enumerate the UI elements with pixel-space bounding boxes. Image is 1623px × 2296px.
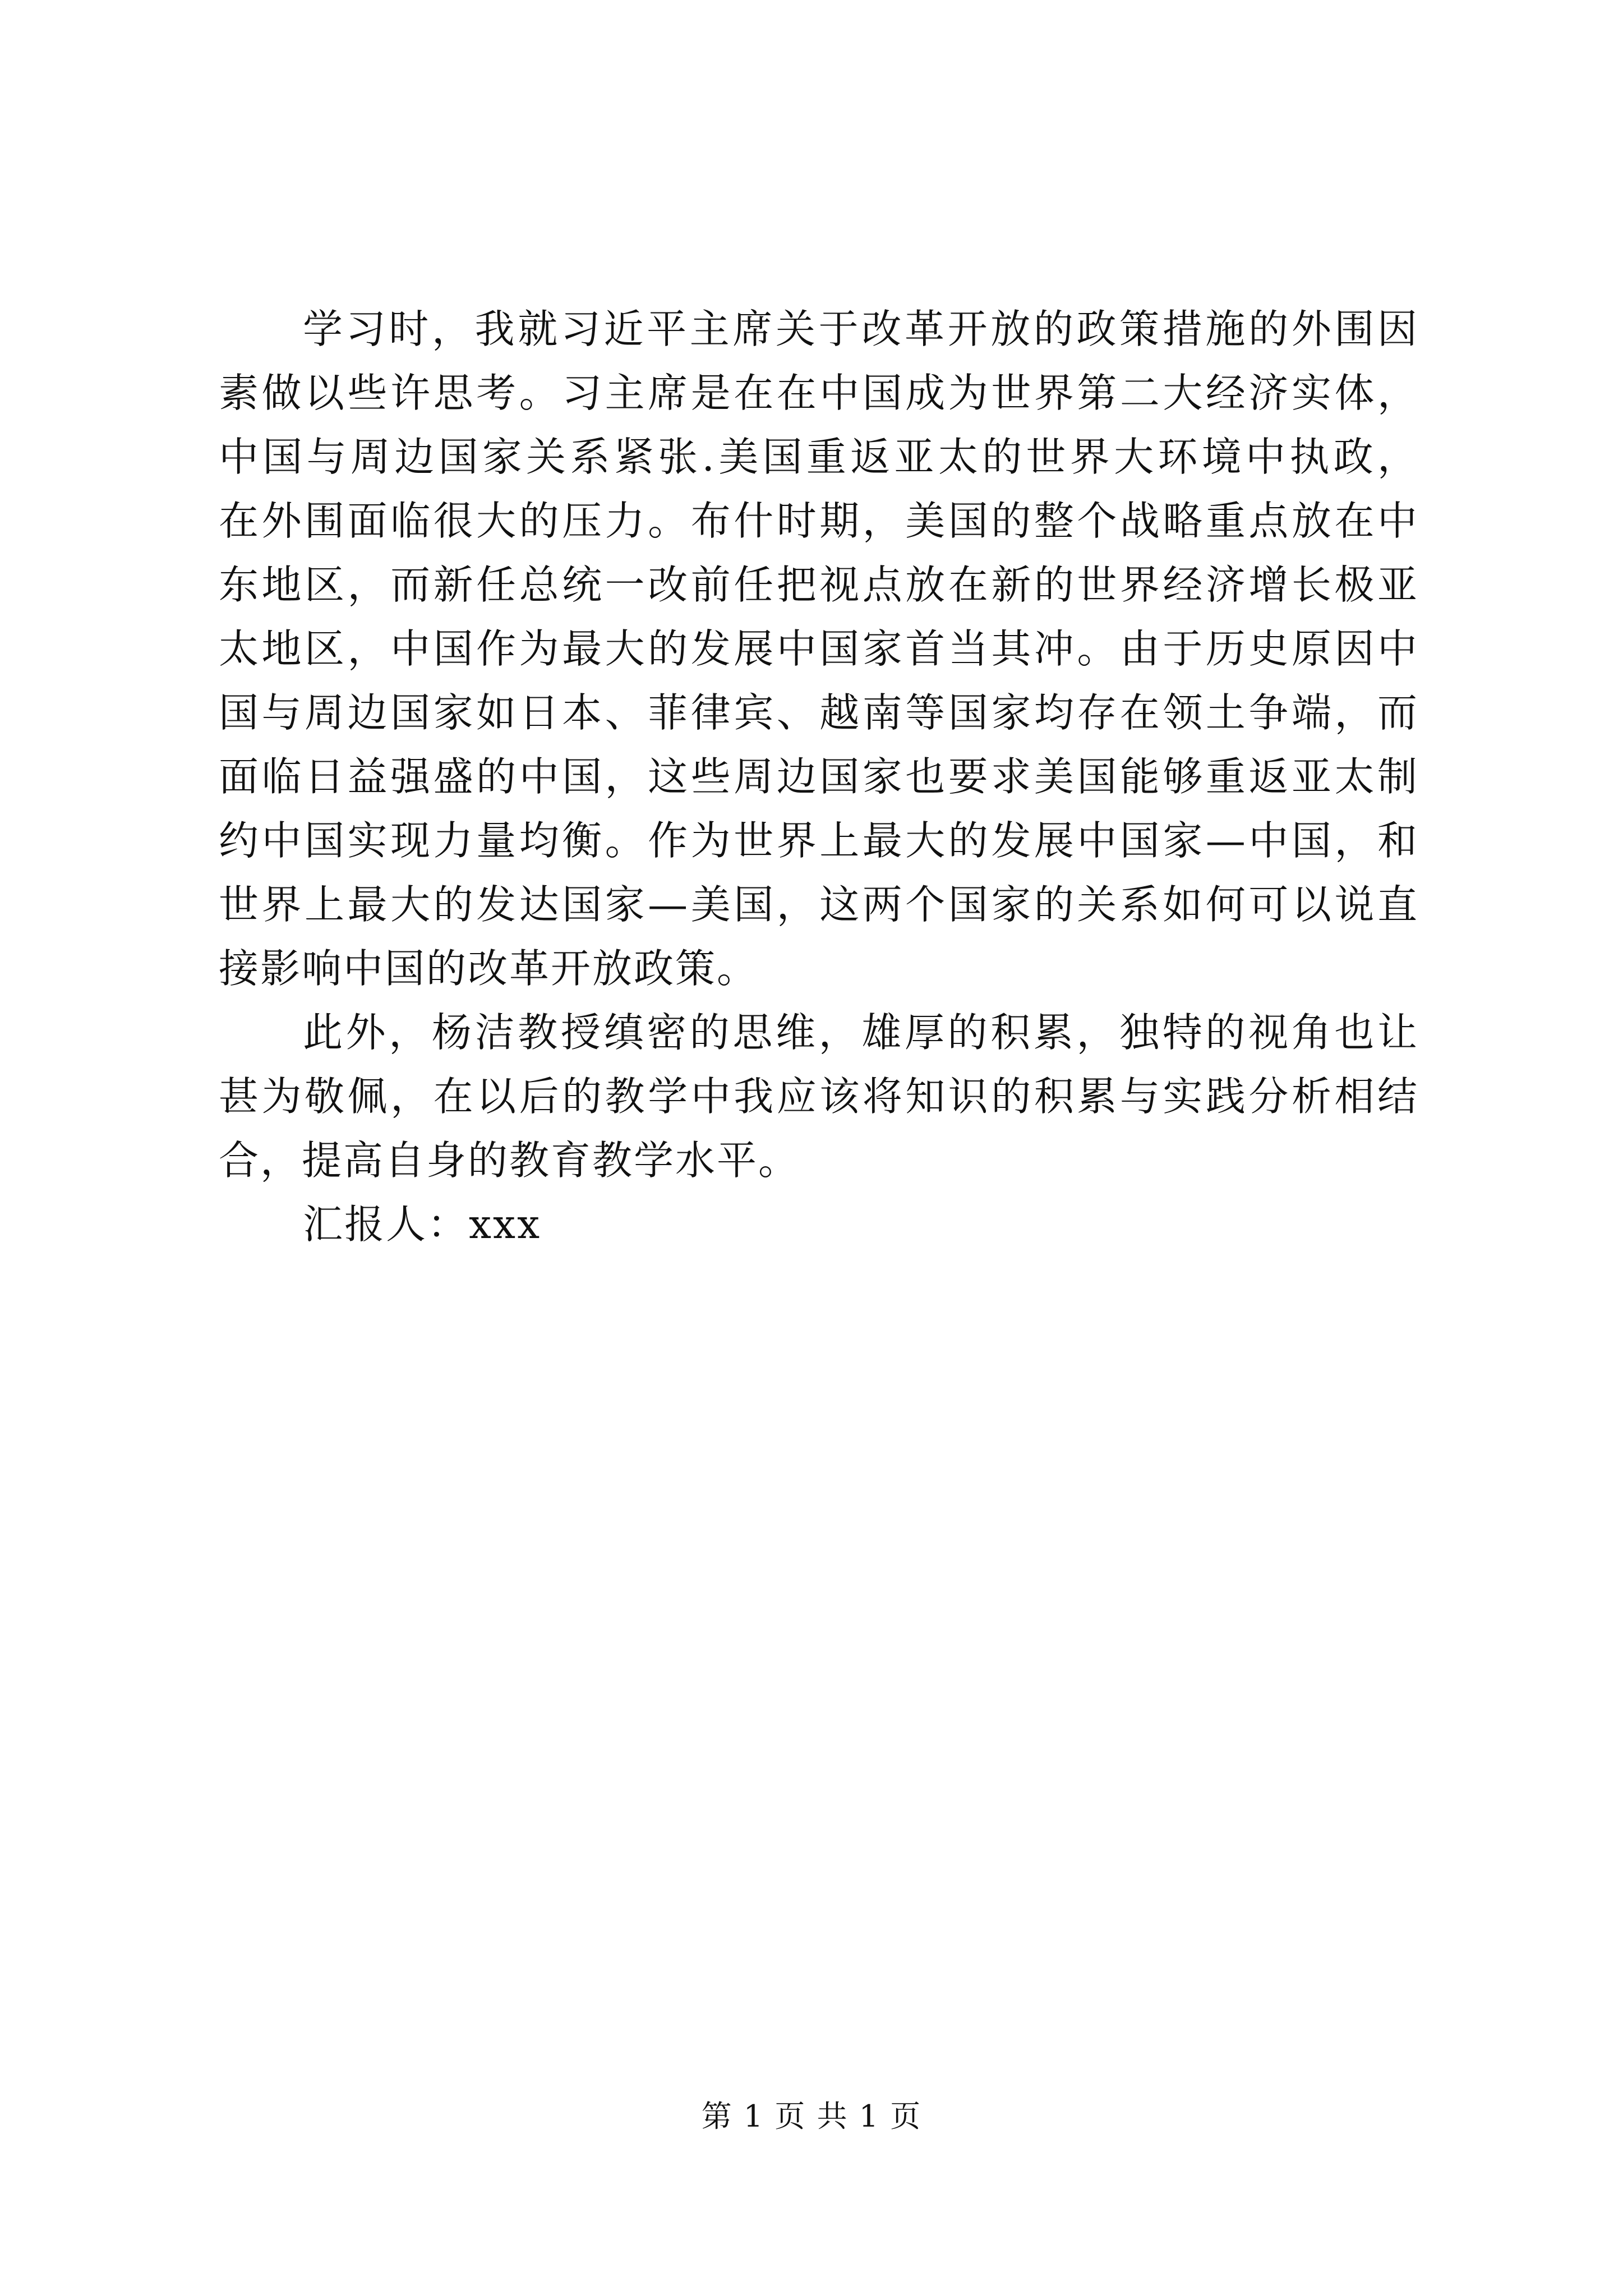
text-line: 学习时，我就习近平主席关于改革开放的政策措施的外围因	[303, 306, 1419, 352]
text-line: 约中国实现力量均衡。作为世界上最大的发展中国家—中国，和	[219, 817, 1419, 864]
text-line: 太地区，中国作为最大的发展中国家首当其冲。由于历史原因中	[219, 625, 1419, 672]
text-line: 接影响中国的改革开放政策。	[219, 945, 759, 992]
text-line: 面临日益强盛的中国，这些周边国家也要求美国能够重返亚太制	[219, 753, 1419, 800]
text-line: 国与周边国家如日本、菲律宾、越南等国家均存在领土争端，而	[219, 689, 1419, 736]
reporter-line: 汇报人：xxx	[303, 1201, 542, 1248]
page-footer	[0, 2097, 1623, 2136]
text-line: 此外，杨洁教授缜密的思维，雄厚的积累，独特的视角也让	[303, 1009, 1419, 1056]
document-body	[219, 297, 1419, 1257]
reporter-signature	[219, 1193, 1419, 1257]
page-number-label: 第 1 页 共 1 页	[701, 2099, 922, 2134]
text-line: 甚为敬佩，在以后的教学中我应该将知识的积累与实践分析相结	[219, 1073, 1419, 1120]
paragraph-1	[219, 297, 1419, 1001]
text-line: 素做以些许思考。习主席是在在中国成为世界第二大经济实体，	[219, 370, 1419, 416]
text-line: 在外围面临很大的压力。布什时期，美国的整个战略重点放在中	[219, 498, 1419, 544]
paragraph-2	[219, 1001, 1419, 1193]
text-line: 世界上最大的发达国家—美国，这两个国家的关系如何可以说直	[219, 881, 1419, 928]
text-line: 中国与周边国家关系紧张.美国重返亚太的世界大环境中执政，	[219, 434, 1419, 480]
text-line: 合，提高自身的教育教学水平。	[219, 1137, 800, 1184]
text-line: 东地区，而新任总统一改前任把视点放在新的世界经济增长极亚	[219, 562, 1419, 608]
